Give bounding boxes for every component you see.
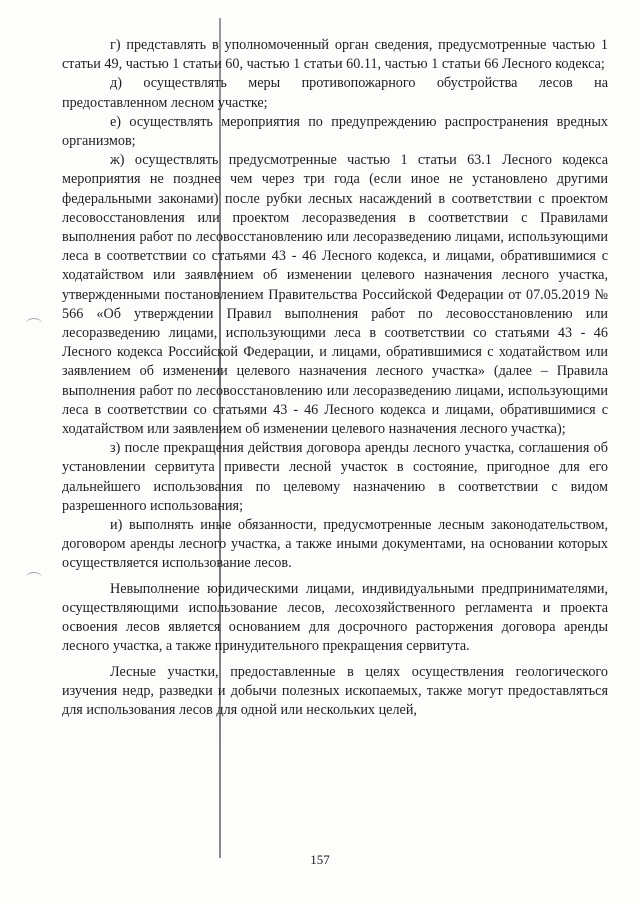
paragraph-g: г) представлять в уполномоченный орган сведения, предусмотренные частью 1 статьи 49, частью 1 статьи 60, частью 1 статьи 60.11, частью 1 статьи 66 Лесного кодекса; xyxy=(62,37,608,73)
paragraph-i: и) выполнять иные обязанности, предусмотренные лесным законодательством, договором аренды лесного участка, а также иными документами, на основании которых осуществляется использование лесов. xyxy=(62,517,608,572)
body-text xyxy=(62,36,608,720)
paragraph-d: д) осуществлять меры противопожарного обустройства лесов на предоставленном лесном участке; xyxy=(62,75,608,111)
paragraph-e: е) осуществлять мероприятия по предупреждению распространения вредных организмов; xyxy=(62,113,608,150)
paragraph-z: з) после прекращения действия договора аренды лесного участка, соглашения об установлении сервитута привести лесной участок в состояние, пригодное для его дальнейшего использования по целевому назначению в соответствии с видом разрешенного использования; xyxy=(62,440,608,514)
paragraph-land-plots: Лесные участки, предоставленные в целях осуществления геологического изучения недр, разведки и добычи полезных ископаемых, также могут предоставляться для использования лесов для одной или нескольких целей, xyxy=(62,663,608,718)
punch-hole-mark xyxy=(26,318,42,329)
paragraph-zh: ж) осуществлять предусмотренные частью 1 статьи 63.1 Лесного кодекса мероприятия не позднее чем через три года (если иное не установлено другими федеральными законами) после рубки лесных насаждений в соответствии с проектом лесовосстановления или проектом лесоразведения в соответствии с Правилами выполнения работ по лесовосстановлению или лесоразведению лицами, использующими леса в соответствии со статьями 43 - 46 Лесного кодекса, и лицами, обратившимися с ходатайством или заявлением об изменении целевого назначения лесного участка, утвержденными постановлением Правительства Российской Федерации от 07.05.2019 № 566 «Об утверждении Правил выполнения работ по лесовосстановлению или лесоразведению лицами, использующими леса в соответствии со статьями 43 - 46 Лесного кодекса Российской Федерации, и лицами, обратившимися с ходатайством или заявлением об изменении целевого назначения лесного участка» (далее – Правила выполнения работ по лесовосстановлению или лесоразведению лицами, использующими леса в соответствии со статьями 43 - 46 Лесного кодекса и лицами, обратившимися с ходатайством или заявлением об изменении целевого назначения лесного участка); xyxy=(62,152,608,438)
page-number: 157 xyxy=(310,852,330,867)
paragraph-non-compliance: Невыполнение юридическими лицами, индивидуальными предпринимателями, осуществляющими использование лесов, лесохозяйственного регламента и проекта освоения лесов является основанием для досрочного расторжения договора аренды лесного участка, а также принудительного прекращения сервитута. xyxy=(62,580,608,655)
punch-hole-mark xyxy=(26,572,42,583)
